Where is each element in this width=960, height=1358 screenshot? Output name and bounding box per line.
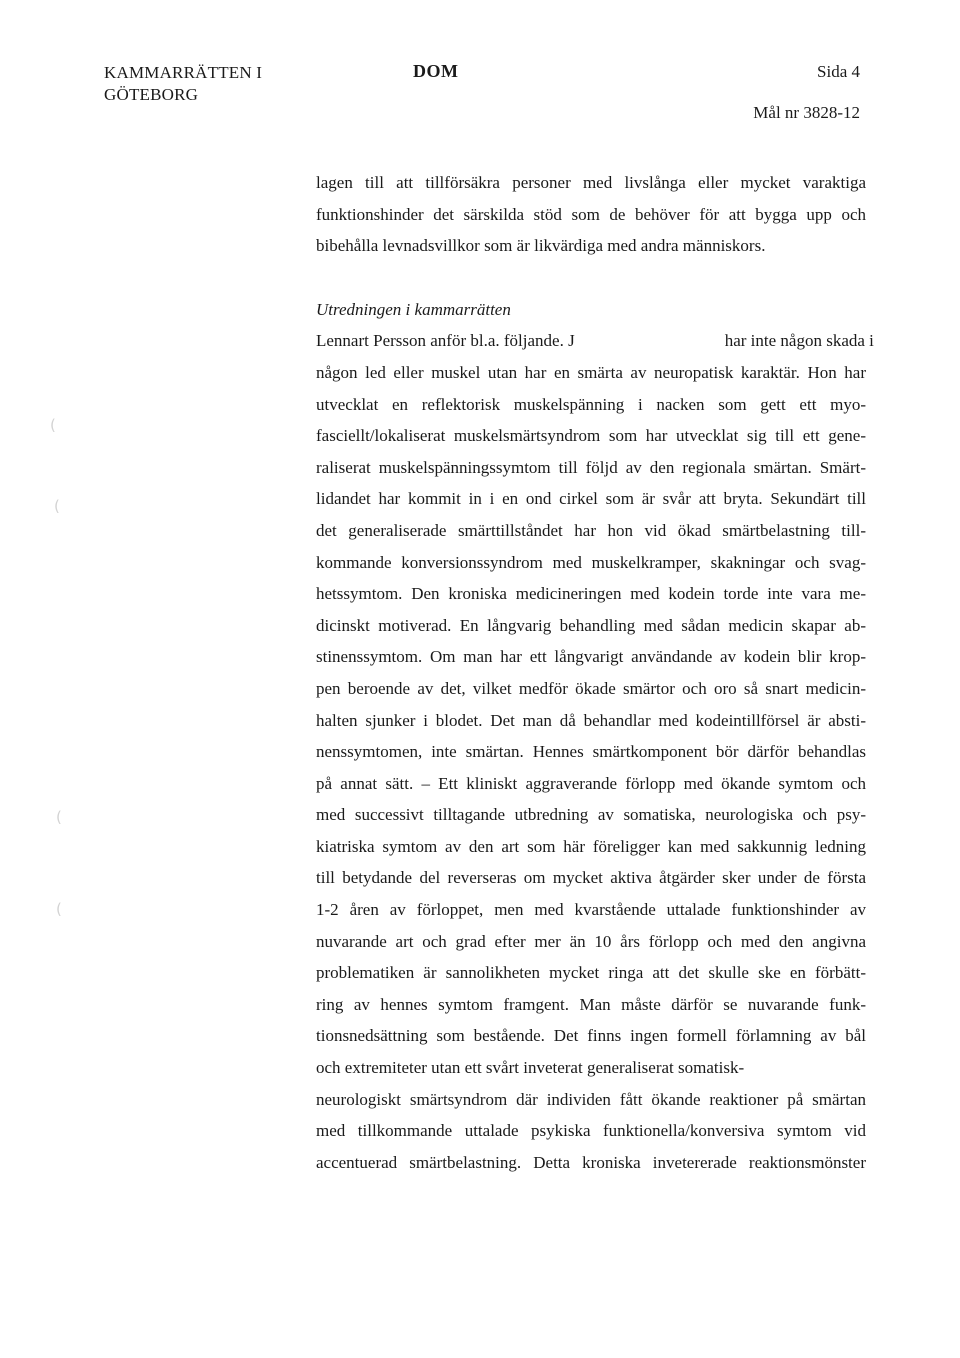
- text-line: tionsnedsättning som bestående. Det finns ingen formell förlamning av bål: [316, 1026, 866, 1046]
- text-line: raliserat muskelspänningssymtom till följd av den regionala smärtan. Smärt-: [316, 457, 866, 477]
- text-line: ring av hennes symtom framgent. Man måste därför se nuvarande funk-: [316, 994, 866, 1014]
- court-name: [104, 62, 262, 106]
- court-name-line1: KAMMARRÄTTEN I: [104, 63, 263, 82]
- text-line: hetssymtom. Den kroniska medicineringen med kodein torde inte vara me-: [316, 584, 866, 604]
- text-line: nuvarande art och grad efter mer än 10 års förlopp och med den angivna: [316, 931, 866, 951]
- text-line: kommande konversionssyndrom med muskelkramper, skakningar och svag-: [316, 552, 866, 572]
- statement-lead-line: [316, 325, 874, 357]
- margin-artifact: (: [54, 497, 60, 515]
- text-line: pen beroende av det, vilket medför ökade smärtor och oro så snart medicin-: [316, 678, 866, 698]
- text-line: med tillkommande uttalade psykiska funktionella/konversiva symtom vid: [316, 1121, 866, 1141]
- text-line: halten sjunker i blodet. Det man då behandlar med kodeintillförsel är absti-: [316, 710, 866, 730]
- text-line: lagen till att tillförsäkra personer med livslånga eller mycket varaktiga: [316, 173, 866, 192]
- text-line: på annat sätt. – Ett kliniskt aggraverande förlopp med ökande symtom och: [316, 773, 866, 793]
- statement-lead: Lennart Persson anför bl.a. följande. J: [316, 331, 575, 351]
- document-body: [316, 167, 874, 1178]
- statement-lead-tail: har inte någon skada i: [724, 331, 874, 351]
- margin-artifact: (: [56, 900, 62, 918]
- intro-paragraph: [316, 167, 866, 262]
- text-line: stinenssymtom. Om man har ett långvarigt användande av kodein blir krop-: [316, 647, 866, 667]
- text-line: nenssymtomen, inte smärtan. Hennes smärtkomponent bör därför behandlas: [316, 742, 866, 762]
- court-name-line2: GÖTEBORG: [104, 85, 199, 104]
- text-line: problematiken är sannolikheten mycket ringa att det skulle ske en förbätt-: [316, 963, 866, 983]
- text-line: 1-2 åren av förloppet, men med kvarstående uttalade funktionshinder av: [316, 900, 866, 920]
- text-line: med successivt tilltagande utbredning av somatiska, neurologiska och psy-: [316, 805, 866, 825]
- statement-paragraph: [316, 325, 874, 1178]
- text-line: kiatriska symtom av den art som här föreligger kan med sakkunnig ledning: [316, 836, 866, 856]
- text-line: och extremiteter utan ett svårt inveterat generaliserat somatisk-: [316, 1058, 745, 1078]
- text-line: neurologiskt smärtsyndrom där individen fått ökande reaktioner på smärtan: [316, 1089, 866, 1109]
- page-number: Sida 4: [817, 62, 860, 81]
- text-line: utvecklat en reflektorisk muskelspänning i nacken som gett ett myo-: [316, 394, 866, 414]
- case-number: Mål nr 3828-12: [753, 103, 860, 122]
- text-line: dicinskt motiverad. En långvarig behandling med sådan medicin skapar ab-: [316, 615, 866, 635]
- text-line: accentuerad smärtbelastning. Detta kroniska invetererade reaktionsmönster: [316, 1152, 866, 1172]
- text-line: någon led eller muskel utan har en smärta av neuropatisk karaktär. Hon har: [316, 362, 866, 382]
- text-line: fasciellt/lokaliserat muskelsmärtsyndrom som har utvecklat sig till ett gene-: [316, 426, 866, 446]
- document-type: DOM: [413, 61, 459, 81]
- text-line: det generaliserade smärttillståndet har hon vid ökad smärtbelastning till-: [316, 520, 866, 540]
- margin-artifact: (: [56, 808, 62, 826]
- margin-artifact: (: [50, 416, 56, 434]
- text-line: funktionshinder det särskilda stöd som de behöver för att bygga upp och: [316, 204, 866, 224]
- section-heading: Utredningen i kammarrätten: [316, 299, 511, 319]
- text-line: till betydande del reverseras om mycket aktiva åtgärder sker under de första: [316, 868, 866, 888]
- text-line: bibehålla levnadsvillkor som är likvärdiga med andra människors.: [316, 236, 766, 256]
- text-line: lidandet har kommit in i en ond cirkel som är svår att bryta. Sekundärt till: [316, 489, 866, 509]
